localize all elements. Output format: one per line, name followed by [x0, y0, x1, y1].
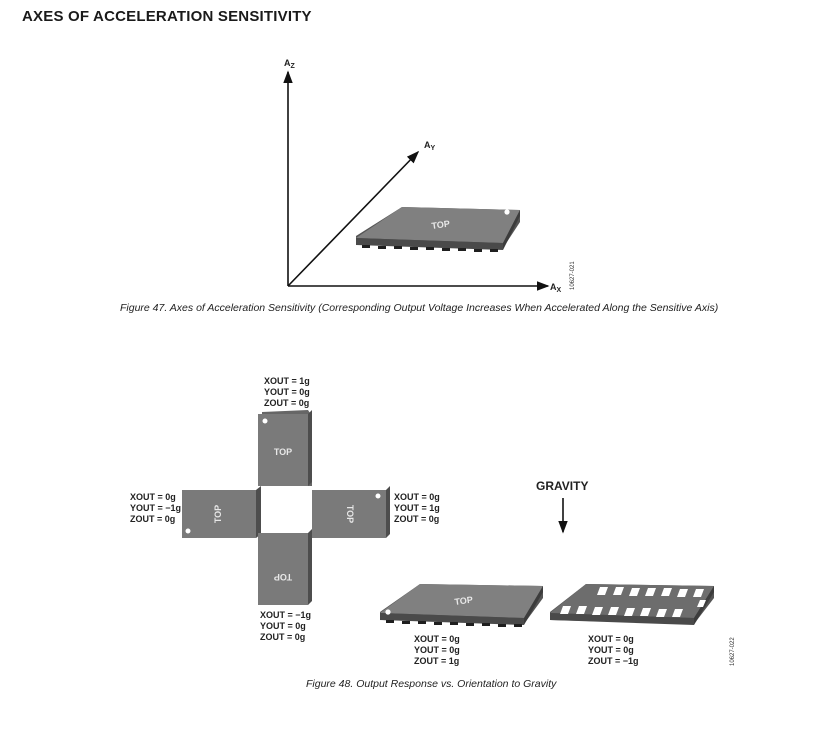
- orientation-left-x: XOUT = 0g: [130, 492, 176, 502]
- orientation-right-x: XOUT = 0g: [394, 492, 440, 502]
- orientation-top-y: YOUT = 0g: [264, 387, 310, 397]
- chip-down-label: TOP: [273, 572, 293, 582]
- orientation-flatup-x: XOUT = 0g: [414, 634, 460, 644]
- orientation-right-y: YOUT = 1g: [394, 503, 440, 513]
- chip-top-label: TOP: [430, 218, 451, 231]
- axis-x-label: $A_X$: [550, 282, 562, 294]
- figure-48-id: 10627-022: [730, 637, 736, 666]
- orientation-flatup-z: ZOUT = 1g: [414, 656, 460, 666]
- figure-47: [284, 58, 576, 294]
- figure-47-caption: Figure 47. Axes of Acceleration Sensitivity (Corresponding Output Voltage Increases When Accelerated Along the Sensitive Axis): [120, 302, 719, 314]
- orientation-flatdown-y: YOUT = 0g: [588, 645, 634, 655]
- pin1-dot: [376, 494, 381, 499]
- chip-left-label: TOP: [213, 504, 223, 524]
- orientation-flatdown-x: XOUT = 0g: [588, 634, 634, 644]
- figure-47-id: 10627-021: [570, 261, 576, 290]
- gravity-label: GRAVITY: [536, 479, 589, 493]
- chip-up: [258, 410, 312, 486]
- orientation-flatdown-z: ZOUT = −1g: [588, 656, 639, 666]
- orientation-bottom-z: ZOUT = 0g: [260, 632, 306, 642]
- axis-y-label: $A_Y$: [424, 140, 436, 152]
- figure-48: [130, 376, 736, 666]
- chip-flat-up: [380, 584, 543, 627]
- axis-z-label: $A_Z$: [284, 58, 295, 70]
- pin1-dot: [385, 609, 390, 614]
- chip-flat-down: [550, 584, 714, 625]
- pin1-dot: [504, 209, 509, 214]
- orientation-bottom-y: YOUT = 0g: [260, 621, 306, 631]
- orientation-top-x: XOUT = 1g: [264, 376, 310, 386]
- orientation-left-y: YOUT = −1g: [130, 503, 182, 513]
- chip-up-label: TOP: [273, 447, 293, 457]
- orientation-right-z: ZOUT = 0g: [394, 514, 440, 524]
- chip-left: [182, 486, 261, 538]
- chip-isometric: [356, 207, 520, 252]
- orientation-left-z: ZOUT = 0g: [130, 514, 176, 524]
- pin1-dot: [186, 529, 191, 534]
- orientation-top-z: ZOUT = 0g: [264, 398, 310, 408]
- chip-right-label: TOP: [345, 504, 355, 524]
- orientation-flatup-y: YOUT = 0g: [414, 645, 460, 655]
- chip-right: [312, 486, 390, 538]
- chip-down: [258, 529, 312, 605]
- figure-48-caption: Figure 48. Output Response vs. Orientation to Gravity: [306, 678, 557, 690]
- chip-flat-label: TOP: [453, 594, 474, 607]
- orientation-bottom-x: XOUT = −1g: [260, 610, 312, 620]
- section-heading: AXES OF ACCELERATION SENSITIVITY: [22, 8, 312, 25]
- pin1-dot: [263, 419, 268, 424]
